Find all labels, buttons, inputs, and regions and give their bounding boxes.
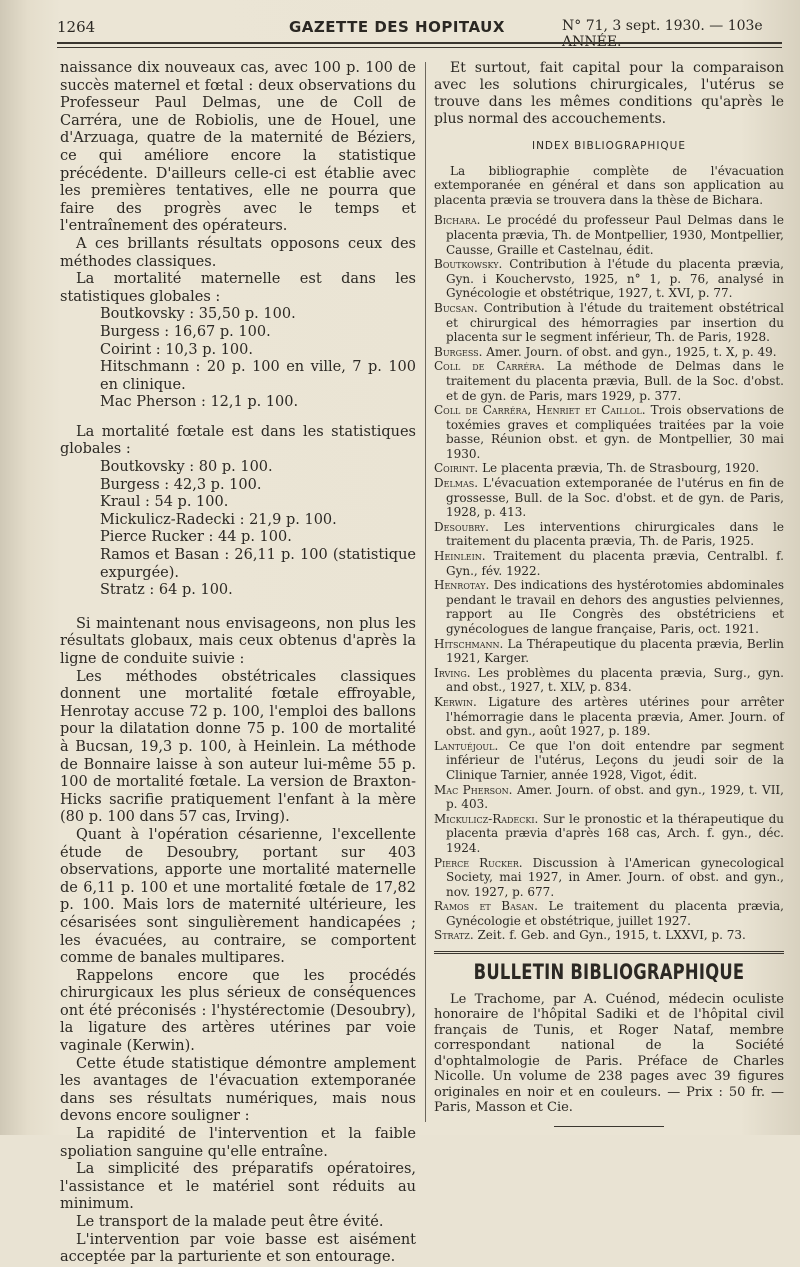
bibliography-entry: Kerwin. Ligature des artères utérines pour arrêter l'hémorragie dans le placenta prævia, Amer. Journ. of obst. and gyn., août 1927, p. 189. [434,694,784,739]
fetal-stat-item: Ramos et Basan : 26,11 p. 100 (statistique expurgée). [100,547,416,581]
bibliography-entry: Hitschmann. La Thérapeutique du placenta prævia, Berlin 1921, Karger. [434,636,784,666]
index-heading: INDEX BIBLIOGRAPHIQUE [531,140,686,152]
fetal-stat-item: Boutkovsky : 80 p. 100. [100,459,273,476]
bibliography-entry: Coirint. Le placenta prævia, Th. de Strasbourg, 1920. [434,461,760,476]
paragraph: La rapidité de l'intervention et la faible spoliation sanguine qu'elle entraîne. [60,1126,416,1160]
bibliography-entry: Mickulicz-Radecki. Sur le pronostic et la thérapeutique du placenta prævia d'après 168 cas, Arch. f. gyn., déc. 1924. [434,811,784,855]
right-column [434,60,784,1127]
header-rule-bottom [57,47,782,48]
header-rule-top [57,42,782,44]
bibliography-entry: Irving. Les problèmes du placenta prævia, Surg., gyn. and obst., 1927, t. XLV, p. 834. [434,665,784,695]
paragraph: Rappelons encore que les procédés chirurgicaux les plus sérieux de conséquences ont été préconisés : l'hystérectomie (Desoubry), la ligature des artères utérines par voie vaginale (Kerwin). [60,967,416,1055]
fetal-stat-item: Kraul : 54 p. 100. [100,494,229,511]
paragraph: Les méthodes obstétricales classiques donnent une mortalité fœtale effroyable, Henrotay accuse 72 p. 100, l'emploi des ballons pour la dilatation donne 75 p. 100 de mortalité à Bucsan, 19,3 p. 100, à Heinlein. La méthode de Bonnaire laisse à son auteur lui-même 55 p. 100 de mortalité fœtale. La version de Braxton-Hicks sacrifie pratiquement l'enfant à la mère (80 p. 100 dans 57 cas, Irving). [60,668,416,826]
paragraph: Le transport de la malade peut être évité. [76,1214,384,1230]
end-rule [554,1126,664,1127]
bibliography-entry: Delmas. L'évacuation extemporanée de l'utérus en fin de grossesse, Bull. de la Soc. d'obst. et de gyn. de Paris, 1928, p. 413. [434,476,784,520]
bibliography-entry: Boutkowsky. Contribution à l'étude du placenta prævia, Gyn. i Kouchervsto, 1925, n° 1, p. 76, analysé in Gynécologie et obstétrique, 1927, t. XVI, p. 77. [434,257,784,301]
maternal-stat-item: Hitschmann : 20 p. 100 en ville, 7 p. 100 en clinique. [100,359,416,393]
paragraph: La mortalité maternelle est dans les statistiques globales : [60,271,416,305]
bibliography-entry: Bichara. Le procédé du professeur Paul Delmas dans le placenta prævia, Th. de Montpellier, 1930, Montpellier, Causse, Graille et Castelnau, édit. [434,213,784,257]
paragraph: A ces brillants résultats opposons ceux des méthodes classiques. [60,235,416,270]
book-review: Le Trachome, par A. Cuénod, médecin oculiste honoraire de l'hôpital Sadiki et de l'hôpital civil français de Tunis, et Roger Nataf, membre correspondant national de la Société d'ophtalmologie de Paris. Préface de Charles Nicolle. Un volume de 238 pages avec 39 figures originales en noir et en couleurs. — Prix : 50 fr. — Paris, Masson et Cie. [434,991,784,1116]
left-column [60,60,416,1267]
paragraph: Cette étude statistique démontre amplement les avantages de l'évacuation extemporanée dans ses résultats numériques, mais nous devons encore souligner : [60,1055,416,1125]
index-note: La bibliographie complète de l'évacuation extemporanée en général et dans son application au placenta prævia se trouvera dans la thèse de Bichara. [434,163,784,207]
maternal-stat-item: Burgess : 16,67 p. 100. [100,323,271,340]
bibliography-entry: Desoubry. Les interventions chirurgicales dans le traitement du placenta prævia, Th. de Paris, 1925. [434,519,784,549]
journal-title: GAZETTE DES HOPITAUX [289,18,505,36]
fetal-stat-item: Pierce Rucker : 44 p. 100. [100,529,292,546]
fetal-stat-item: Mickulicz-Radecki : 21,9 p. 100. [100,511,337,528]
bibliography-entry: Mac Pherson. Amer. Journ. of obst. and gyn., 1929, t. VII, p. 403. [434,782,784,812]
bibliography-entry: Bucsan. Contribution à l'étude du traitement obstétrical et chirurgical des hémorragies par insertion du placenta sur le segment inférieur, Th. de Paris, 1928. [434,300,784,345]
bibliography-entry: Ramos et Basan. Le traitement du placenta prævia, Gynécologie et obstétrique, juillet 1927. [434,899,784,928]
fetal-stat-item: Stratz : 64 p. 100. [100,582,233,599]
paragraph: L'intervention par voie basse est aisément acceptée par la parturiente et son entourage. [60,1231,416,1266]
paragraph: La mortalité fœtale est dans les statistiques globales : [60,423,416,458]
bibliography-entry: Coll de Carréra, Henriet et Caillol. Trois observations de toxémies graves et compliquées traitées par la voie basse, Réunion obst. et gyn. de Montpellier, 30 mai 1930. [434,403,784,461]
paragraph: Si maintenant nous envisageons, non plus les résultats globaux, mais ceux obtenus d'après la ligne de conduite suivie : [60,615,416,667]
bibliography-entry: Coll de Carréra. La méthode de Delmas dans le traitement du placenta prævia, Bull. de la Soc. d'obst. et de gyn. de Paris, mars 1929, p. 377. [434,359,784,403]
section-rule [434,951,784,954]
bulletin-heading: BULLETIN BIBLIOGRAPHIQUE [473,960,745,985]
paragraph: Et surtout, fait capital pour la comparaison avec les solutions chirurgicales, l'utérus se trouve dans les mêmes conditions qu'après le plus normal des accouchements. [434,60,784,127]
page-number: 1264 [57,18,96,36]
bibliography-entry: Heinlein. Traitement du placenta prævia, Centralbl. f. Gyn., fév. 1922. [434,549,784,578]
column-divider [425,62,426,1122]
page-header [57,14,782,50]
fetal-stat-item: Burgess : 42,3 p. 100. [100,476,262,493]
issue-info: N° 71, 3 sept. 1930. — 103e ANNÉE. [562,18,763,50]
maternal-stat-item: Boutkovsky : 35,50 p. 100. [100,306,296,323]
bibliography-entry: Lantuéjoul. Ce que l'on doit entendre par segment inférieur de l'utérus, Leçons du jeudi soir de la Clinique Tarnier, année 1928, Vigot, édit. [434,738,784,782]
paragraph: Quant à l'opération césarienne, l'excellente étude de Desoubry, portant sur 403 observations, apporte une mortalité maternelle de 6,11 p. 100 et une mortalité fœtale de 17,82 p. 100. Mais lors de maternité ultérieure, les césarisées sont singulièrement handicapées ; les évacuées, au contraire, se comportent comme de banales multipares. [60,826,416,967]
maternal-stat-item: Coirint : 10,3 p. 100. [100,341,253,358]
maternal-stat-item: Mac Pherson : 12,1 p. 100. [100,394,299,411]
bibliography-entry: Burgess. Amer. Journ. of obst. and gyn., 1925, t. X, p. 49. [434,344,777,359]
bibliography-entry: Henrotay. Des indications des hystérotomies abdominales pendant le travail en dehors des angusties pelviennes, rapport au IIe Congrès des obstétriciens et gynécologues de langue française, Paris, oct. 1921. [434,578,784,636]
bibliography-entry: Stratz. Zeit. f. Geb. and Gyn., 1915, t. LXXVI, p. 73. [434,928,746,943]
paragraph: naissance dix nouveaux cas, avec 100 p. 100 de succès maternel et fœtal : deux observations du Professeur Paul Delmas, une de Coll de Carréra, une de Robiolis, une de Houel, une d'Arzuaga, quatre de la maternité de Béziers, ce qui améliore encore la statistique précédente. D'ailleurs celle-ci est établie avec les premières tentatives, elle ne pourra que faire des progrès avec le temps et l'entraînement des opérateurs. [60,60,416,235]
bibliography-entry: Pierce Rucker. Discussion à l'American gynecological Society, mai 1927, in Amer. Journ. of obst. and gyn., nov. 1927, p. 677. [434,855,784,899]
paragraph: La simplicité des préparatifs opératoires, l'assistance et le matériel sont réduits au minimum. [60,1161,416,1213]
